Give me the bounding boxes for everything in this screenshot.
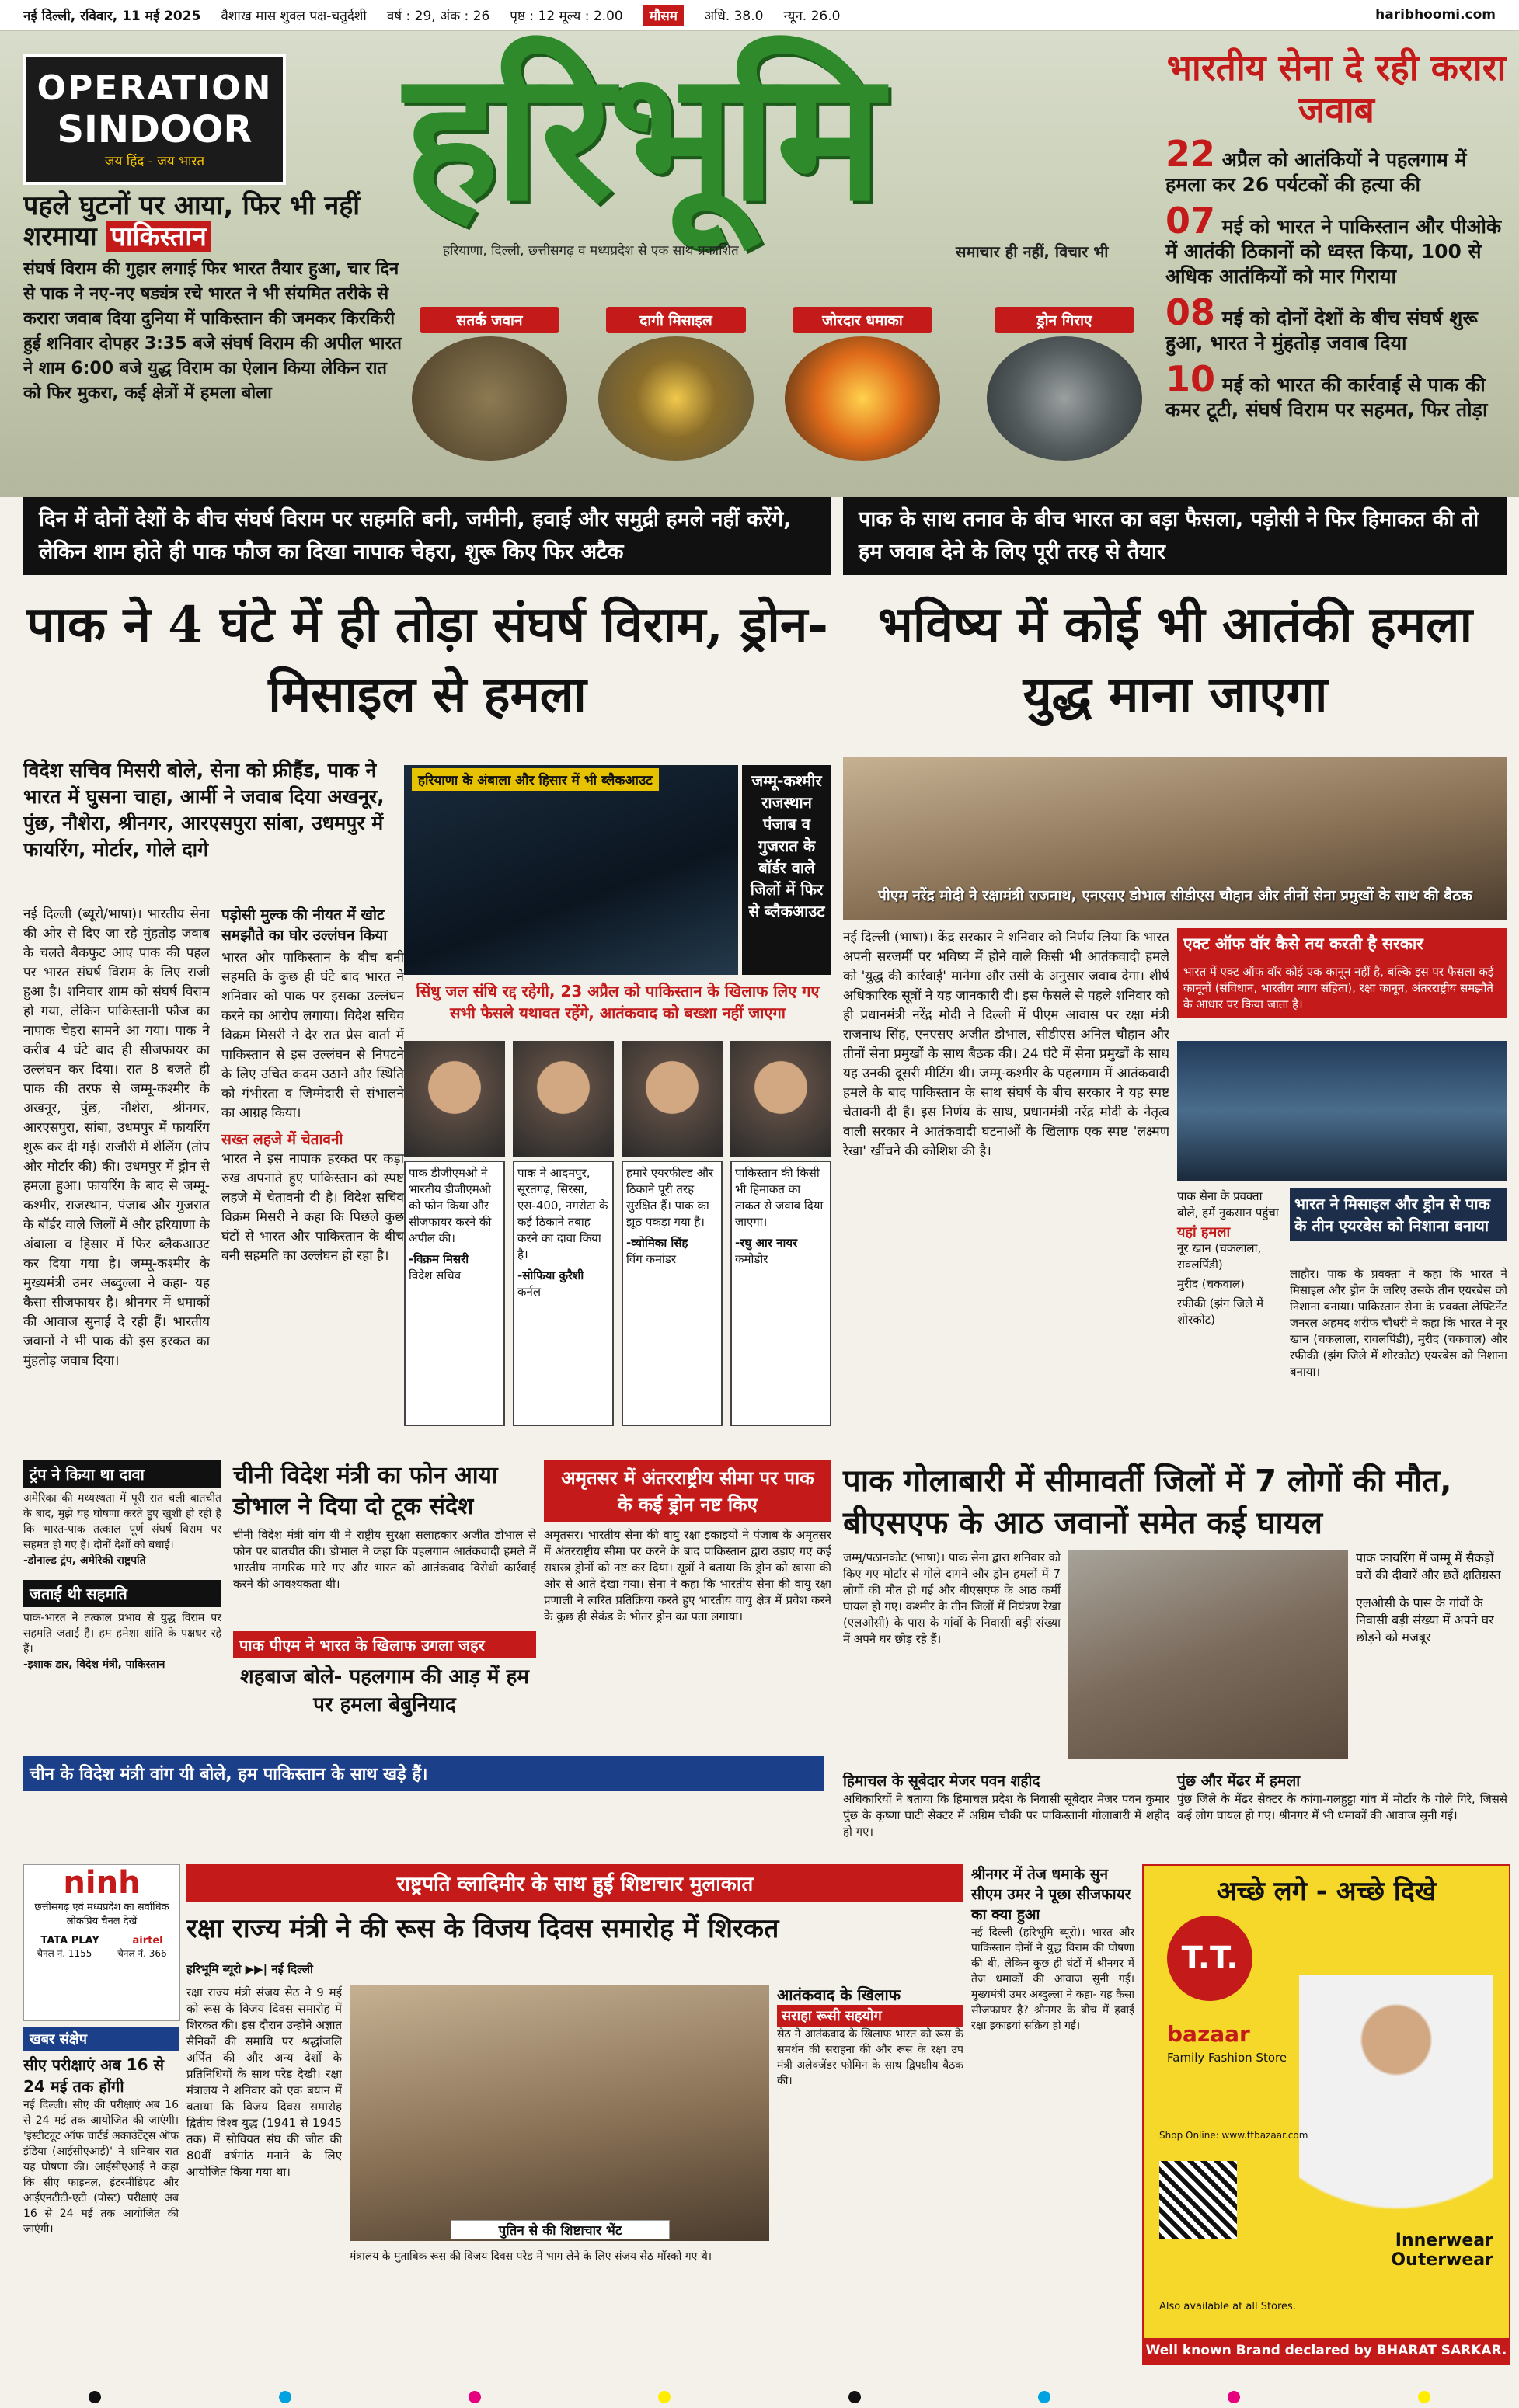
china-body: चीनी विदेश मंत्री वांग यी ने राष्ट्रीय सुरक्षा सलाहकार अजीत डोभाल से फोन पर बातचीत की। डोभाल ने कहा कि पहलगाम आतंकवादी हमले में भारतीय नागरिक मारे गए और भारत को आतंकवाद विरोधी कार्रवाई करने की आवश्यकता थी। [233,1528,536,1591]
china-box [233,1460,536,1628]
ad-shop: Shop Online: www.ttbazaar.com [1159,2130,1308,2141]
airbase-list: पाक सेना के प्रवक्ता बोले, हमें नुकसान पहुंचा यहां हमला नूर खान (चकलाला, रावलपिंडी) मुरीद (चकवाल) रफीकी (झंग जिले में शोरकोट) [1177,1189,1279,1327]
col2-body: भारत और पाकिस्तान के बीच बनी सहमति के कुछ ही घंटे बाद भारत ने शनिवार को पाक पर इसका उल्लंघन करने का आरोप लगाया। विदेश सचिव विक्रम मिसरी ने देर रात प्रेस वार्ता में पाकिस्तान से इस उल्लंघन से निपटने के लिए उचित कदम उठाने और स्थिति को गंभीरता व जिम्मेदारी से संभालने का आग्रह किया। [221,950,404,1121]
photo-missile: दागी मिसाइल [591,307,761,462]
terror-head: आतंकवाद के खिलाफ [777,1985,901,2004]
ad-top: अच्छे लगे - अच्छे दिखे [1216,1876,1437,1907]
masthead-tagline: हरियाणा, दिल्ली, छत्तीसगढ़ व मध्यप्रदेश से एक साथ प्रकाशित [443,243,739,259]
col2 [221,905,404,1441]
official-photo [622,1041,723,1157]
timeline-item: 22 अप्रैल को आतंकियों ने पहलगाम में हमला कर 26 पर्यटकों की हत्या की [1165,133,1467,196]
shahbaz-label: पाक पीएम ने भारत के खिलाफ उगला जहर [233,1631,536,1658]
news-brief [23,2027,179,2346]
photo-soldier: सतर्क जवान [404,307,575,462]
terror-box [777,1985,963,2337]
weather-label: मौसम [643,5,684,26]
place-date: नई दिल्ली, रविवार, 11 मई 2025 [23,8,201,24]
col2-body2: भारत ने इस नापाक हरकत पर कड़ा रुख अपनाते हुए पाकिस्तान को स्पष्ट लहजे में चेतावनी दी है। विदेश सचिव विक्रम मिसरी ने कहा कि पिछले कुछ घंटों से भारत और पाकिस्तान के बीच बनी सहमति का उल्लंघन हो रहा है। [221,1151,404,1264]
army-timeline-title: भारतीय सेना दे रही करारा जवाब [1166,47,1507,130]
brief-body: नई दिल्ली। सीए की परीक्षाएं अब 16 से 24 मई तक आयोजित की जाएंगी। 'इंस्टीट्यूट ऑफ चार्टर्ड अकाउंटेंट्स ऑफ इंडिया (आईसीएआई)' ने शनिवार रात यह घोषणा की। आईसीएआई ने कहा कि सीए फाइनल, इंटरमीडिएट और आईएनटीटी-एटी (पोस्ट) परीक्षाएं अब 16 से 24 मई तक आयोजित की जाएंगी। [23,2099,179,2236]
act-of-war-head: एक्ट ऑफ वॉर कैसे तय करती है सरकार [1177,928,1507,959]
russia-banner: राष्ट्रपति व्लादिमीर के साथ हुई शिष्टाचार मुलाकात [186,1864,963,1902]
headline-right: भविष्य में कोई भी आतंकी हमला युद्ध माना जाएगा [877,596,1473,724]
russia-dateline: हरिभूमि ब्यूरो ▶▶| नई दिल्ली [186,1962,313,1976]
amritsar-head: अमृतसर में अंतरराष्ट्रीय सीमा पर पाक के कई ड्रोन नष्ट किए [544,1460,831,1522]
brief-label: खबर संक्षेप [23,2027,179,2051]
official-card: हमारे एयरफील्ड और ठिकाने पूरी तरह सुरक्षित हैं। पाक का झूठ पकड़ा गया है। -व्योमिका सिंह विंग कमांडर [622,1041,723,1426]
putin-caption: पुतिन से की शिष्टाचार भेंट [451,2220,670,2239]
left-story-text: संघर्ष विराम की गुहार लगाई फिर भारत तैयार हुआ, चार दिन से पाक ने नए-नए षड्यंत्र रचे भारत ने भी संयमित तरीके से करारा जवाब दिया दुनिया में पाकिस्तान की जमकर किरकिरी हुई शनिवार दोपहर 3:35 बजे संघर्ष विराम की अपील भारत ने शाम 6:00 बजे युद्ध विराम का ऐलान किया लेकिन रात को फिर मुकरा, कई क्षेत्रों में हमला बोला [23,259,402,403]
martyr-box [843,1771,1169,1840]
poonch-head: पुंछ और मेंढर में हमला [1177,1773,1301,1790]
sub-headline-left: विदेश सचिव मिसरी बोले, सेना को फ्रीहैंड, पाक ने भारत में घुसना चाहा, आर्मी ने जवाब दिया अखनूर, पुंछ, नौशेरा, श्रीनगर, आरएसपुरा सांबा, उधमपुर में फायरिंग, मोर्टार, गोले दागे [23,759,385,861]
masthead-slogan: समाचार ही नहीं, विचार भी [956,242,1109,261]
srinagar-body: नई दिल्ली (हरिभूमि ब्यूरो)। भारत और पाकिस्तान दोनों ने युद्ध विराम की घोषणा की थी, लेकिन कुछ ही घंटों में श्रीनगर में तेज धमाकों की आवाज सुनी गई। मुख्यमंत्री उमर अब्दुल्ला ने कहा- यह कैसा सीजफायर है? श्रीनगर के बीच में हवाई रक्षा इकाइयां सक्रिय हो गईं। [971,1926,1134,2032]
ad-bottom: Well known Brand declared by BHARAT SARKAR. [1144,2338,1509,2363]
town-captions [1356,1550,1507,1646]
indus-line: सिंधु जल संधि रद्द रहेगी, 23 अप्रैल को पाकिस्तान के खिलाफ लिए गए सभी फैसले यथावत रहेंगे, आतंकवाद को बख्शा नहीं जाएगा [416,982,820,1022]
operation-sindoor-logo [23,54,286,185]
timeline-item: 10 मई को भारत की कार्रवाई से पाक की कमर टूटी, संघर्ष विराम पर सहमत, फिर तोड़ा [1165,358,1488,421]
operation-line3: जय हिंद - जय भारत [104,154,205,169]
trump-body: अमेरिका की मध्यस्थता में पूरी रात चली बातचीत के बाद, मुझे यह घोषणा करते हुए खुशी हो रही है कि भारत-पाक तत्काल पूर्ण संघर्ष विराम पर सहमत हो गए हैं। दोनों देशों को बधाई। [23,1492,221,1551]
russia-body: रक्षा राज्य मंत्री संजय सेठ ने 9 मई को रूस के विजय दिवस समारोह में शिरकत की। इस दौरान उन्होंने अज्ञात सैनिकों की समाधि पर श्रद्धांजलि अर्पित की और अन्य देशों के प्रतिनिधियों के साथ परेड देखी। रक्षा मंत्रालय ने शनिवार को एक बयान में बताया कि विजय दिवस समारोह द्वितीय विश्व युद्ध (1941 से 1945 तक) में सोवियत संघ की जीत की 80वीं वर्षगांठ मनाने के लिए आयोजित किया गया था। [186,1985,342,2179]
official-card: पाक डीजीएमओ ने भारतीय डीजीएमओ को फोन किया और सीजफायर करने की अपील की। -विक्रम मिसरी विदेश सचिव [404,1041,505,1426]
blackout-side: जम्मू-कश्मीर राजस्थान पंजाब व गुजरात के बॉर्डर वाले जिलों में फिर से ब्लैकआउट [742,765,831,975]
tt-bazaar-ad[interactable]: अच्छे लगे - अच्छे दिखे T.T. bazaar Family Fashion Store Shop Online: www.ttbazaar.com Innerwear Outerwear Also available at all Stores. Well known Brand declared by BHARAT SARKAR. [1142,1864,1510,2365]
officials-row [404,1041,831,1441]
town-caption2: एलओसी के पास के गांवों के निवासी बड़ी संख्या में अपने घर छोड़ने को मजबूर [1356,1595,1494,1644]
trump-box [23,1460,221,1672]
airbase-photo [1177,1041,1507,1181]
pages-price: पृष्ठ : 12 मूल्य : 2.00 [510,8,623,24]
timeline-item: 08 मई को दोनों देशों के बीच संघर्ष शुरू हुआ, भारत ने मुंहतोड़ जवाब दिया [1165,291,1478,354]
official-card: पाक ने आदमपुर, सूरतगढ़, सिरसा, एस-400, नगरोटा के कई ठिकाने तबाह करने का दावा किया है। -सोफिया कुरैशी कर्नल [513,1041,614,1426]
ad-sub: Family Fashion Store [1167,2051,1287,2065]
left-story-highlight: पाकिस्तान [106,221,211,252]
russia-head: रक्षा राज्य मंत्री ने की रूस के विजय दिवस समारोह में शिरकत [186,1913,779,1944]
masthead-photos [404,307,1150,462]
photo-blast: जोरदार धमाका [777,307,948,462]
ishaq-name: -इशाक डार, विदेश मंत्री, पाकिस्तान [23,1658,165,1671]
official-photo [730,1041,831,1157]
print-registration-marks [0,2386,1519,2408]
town-caption: पाक फायरिंग में जम्मू में सैकड़ों घरों की दीवारें और छतें क्षतिग्रस्त [1356,1550,1501,1582]
terror-body: सेठ ने आतंकवाद के खिलाफ भारत को रूस के समर्थन की सराहना की और रूस के रक्षा उप मंत्री अलेक्जेंडर फोमिन के साथ द्विपक्षीय बैठक की। [777,2028,963,2087]
shahbaz-box [233,1631,536,1719]
hindi-date: वैशाख मास शुक्ल पक्ष-चतुर्दशी [221,8,367,24]
col2-head: पड़ोसी मुल्क की नीयत में खोट समझौते का घोर उल्लंघन किया [221,906,388,944]
trump-head: ट्रंप ने किया था दावा [23,1460,221,1488]
china-quote: चीन के विदेश मंत्री वांग यी बोले, हम पाकिस्तान के साथ खड़े हैं। [23,1756,824,1791]
ninh-ad[interactable]: ninh छत्तीसगढ़ एवं मध्यप्रदेश का सर्वाधिक लोकप्रिय चैनल देखें TATA PLAY airtel चैनल नं. 1155 चैनल नं. 366 [23,1864,180,2021]
ad-stores: Also available at all Stores. [1159,2301,1296,2312]
border-body: जम्मू/पठानकोट (भाषा)। पाक सेना द्वारा शनिवार को किए गए मोर्टार से गोले दागने और ड्रोन हमलों में 7 लोगों की मौत हो गई और बीएसएफ के आठ कर्मी घायल हो गए। कश्मीर के तीन जिलों में नियंत्रण रेखा (एलओसी) के पास के गांवों के निवासी बड़ी संख्या में अपने घर छोड़ रहे हैं। [843,1550,1061,1646]
border-head: पाक गोलाबारी में सीमावर्ती जिलों में 7 लोगों की मौत, बीएसएफ के आठ जवानों समेत कई घायल [843,1463,1452,1541]
left-story-headline: पहले घुटनों पर आया, फिर भी नहीं शरमाया पाकिस्तान [23,190,361,252]
amritsar-box [544,1460,831,1768]
body-right: नई दिल्ली (भाषा)। केंद्र सरकार ने शनिवार को निर्णय लिया कि भारत अपनी सरजमीं पर भविष्य में होने वाले किसी भी आतंकवादी हमले को 'युद्ध की कार्रवाई' मानेगा और उसी के अनुसार जवाब देगा। शीर्ष अधिकारिक सूत्रों ने यह जानकारी दी। इस फैसले से पहले शनिवार को ही प्रधानमंत्री नरेंद्र मोदी ने दिल्ली में पीएम आवास पर रक्षा मंत्री राजनाथ सिंह, एनएसए अजीत डोभाल, सीडीएस अनिल चौहान और तीनों सेना प्रमुखों के साथ बैठक की। 24 घंटे में सेना प्रमुखों के साथ यह उनकी दूसरी मीटिंग थी। जम्मू-कश्मीर के पहलगाम में आतंकवादी हमले के बाद पाकिस्तान के साथ संघर्ष के बीच सरकार ने यह स्पष्ट चेतावनी दी है। इस निर्णय के साथ, प्रधानमंत्री नरेंद्र मोदी के नेतृत्व वाली सरकार ने आतंकवादी घटनाओं के खिलाफ एक स्पष्ट 'लक्ष्मण रेखा' खींचने की कोशिश की है। [843,930,1169,1159]
putin-photo [350,1985,769,2241]
photo-drone: ड्रोन गिराए [979,307,1150,462]
act-of-war-box [1177,928,1507,1018]
poonch-box [1177,1771,1507,1824]
martyr-body: अधिकारियों ने बताया कि हिमाचल प्रदेश के निवासी सूबेदार मेजर पवन कुमार पुंछ के कृष्णा घाटी सेक्टर में अग्रिम चौकी पर पाकिस्तानी गोलाबारी में शहीद हो गए। [843,1792,1169,1839]
operation-line1: OPERATION [37,68,273,108]
act-of-war-body: भारत में एक्ट ऑफ वॉर कोई एक कानून नहीं है, बल्कि इस पर फैसला कई कानूनों (संविधान, भारतीय न्याय संहिता), रक्षा कानून, अंतरराष्ट्रीय समझौते के आधार पर किया जाता है। [1177,959,1507,1018]
strip-left: दिन में दोनों देशों के बीच संघर्ष विराम पर सहमति बनी, जमीनी, हवाई और समुद्री हमले नहीं करेंगे, लेकिन शाम होते ही पाक फौज का दिखा नापाक चेहरा, शुरू किए फिर अटैक [23,497,831,575]
martyr-head: हिमाचल के सूबेदार मेजर पवन शहीद [843,1773,1040,1790]
ad-brand: bazaar [1167,2021,1250,2047]
army-timeline [1165,47,1507,423]
volume: वर्ष : 29, अंक : 26 [386,8,490,24]
china-head: चीनी विदेश मंत्री का फोन आया डोभाल ने दिया दो टूक संदेश [233,1462,498,1520]
putin-body: मंत्रालय के मुताबिक रूस की विजय दिवस परेड में भाग लेने के लिए संजय सेठ मॉस्को गए थे। [350,2250,712,2263]
ishaq-head: जताई थी सहमति [23,1580,221,1607]
body-left: नई दिल्ली (ब्यूरो/भाषा)। भारतीय सेना की ओर से दिए जा रहे मुंहतोड़ जवाब के चलते बैकफुट आए पाक की पहल पर भारत संघर्ष विराम के लिए राजी हुआ है। शनिवार शाम को संघर्ष विराम हो गया, लेकिन पाकिस्तानी फौज का नापाक चेहरा सामने आ गया। पाक ने करीब 4 घंटे बाद ही सीजफायर का उल्लंघन कर दिया। रात 8 बजते ही पाक की तरफ से जम्मू-कश्मीर के अखनूर, पुंछ, नौशेरा, श्रीनगर, आरएसपुरा, सांबा, उधमपुर में फायरिंग शुरू कर दी गई। राजौरी में शेलिंग (तोप और मोर्टार की) की। उधमपुर में ड्रोन से हमला हुआ। फायरिंग के बाद से जम्मू-कश्मीर, राजस्थान, पंजाब और गुजरात के बॉर्डर वाले जिलों में और हरियाणा के अंबाला व हिसार में फिर ब्लैकआउट कर दिया गया है। जम्मू-कश्मीर के मुख्यमंत्री उमर अब्दुल्ला ने कहा- यह कैसा सीजफायर है। श्रीनगर में धमाकों की आवाज सुनाई दे रही हैं। भारतीय जवानों ने भी पाक की इस हरकत का मुंहतोड़ जवाब दिया। [23,906,210,1369]
srinagar-head: श्रीनगर में तेज धमाके सुन सीएम उमर ने पूछा सीजफायर का क्या हुआ [971,1866,1131,1923]
strip-right: पाक के साथ तनाव के बीच भारत का बड़ा फैसला, पड़ोसी ने फिर हिमाकत की तो हम जवाब देने के लिए पूरी तरह से तैयार [843,497,1507,575]
min-temp: न्यून. 26.0 [783,8,841,24]
headline-left: पाक ने 4 घंटे में ही तोड़ा संघर्ष विराम, ड्रोन-मिसाइल से हमला [26,596,828,724]
blackout-banner: हरियाणा के अंबाला और हिसार में भी ब्लैकआउट [412,768,659,791]
operation-line2: SINDOOR [57,108,253,151]
official-photo [513,1041,614,1157]
left-story [23,190,404,406]
official-photo [404,1041,505,1157]
top-info-bar [0,0,1519,31]
shahbaz-title: शहबाज बोले- पहलगाम की आड़ में हम पर हमला बेबुनियाद [240,1665,529,1717]
site-link[interactable]: haribhoomi.com [1375,7,1496,23]
qr-code-icon [1159,2161,1237,2239]
timeline-item: 07 मई को भारत ने पाकिस्तान और पीओके में आतंकी ठिकानों को ध्वस्त किया, 100 से अधिक आतंकियों को मार गिराया [1165,200,1502,287]
ishaq-body: पाक-भारत ने तत्काल प्रभाव से युद्ध विराम पर सहमति जताई है। हम हमेशा शांति के पक्षधर रहे हैं। [23,1612,221,1655]
blackout-photo [404,765,738,975]
amritsar-body: अमृतसर। भारतीय सेना की वायु रक्षा इकाइयों ने पंजाब के अमृतसर में अंतरराष्ट्रीय सीमा पर करने के बाद पाकिस्तान द्वारा उड़ाए गए कई सशस्त्र ड्रोनों को नष्ट कर दिया। सूत्रों ने बताया कि ड्रोन को खासा की ओर से आते देखा गया। सेना ने कहा कि भारतीय सेना की वायु रक्षा प्रणाली ने त्वरित प्रतिक्रिया करते हुए भारतीय वायु क्षेत्र में प्रवेश करने के कुछ ही सेकंड के भीतर ड्रोन का पता लगाया। [544,1528,831,1623]
airbase-caption: भारत ने मिसाइल और ड्रोन से पाक के तीन एयरबेस को निशाना बनाया [1290,1188,1507,1241]
official-card: पाकिस्तान की किसी भी हिमाकत का ताकत से जवाब दिया जाएगा। -रघु आर नायर कमोडोर [730,1041,831,1426]
pm-meeting-caption: पीएम नरेंद्र मोदी ने रक्षामंत्री राजनाथ, एनएसए डोभाल सीडीएस चौहान और तीनों सेना प्रमुखों के साथ की बैठक [878,887,1472,904]
ad-logo: T.T. [1167,1916,1252,2001]
airbase-body: लाहौर। पाक के प्रवक्ता ने कहा कि भारत ने मिसाइल और ड्रोन के जरिए उसके तीन एयरबेस को निशाना बनाया। पाकिस्तान सेना के प्रवक्ता लेफ्टिनेंट जनरल अहमद शरीफ चौधरी ने कहा कि भारत ने नूर खान (चकलाला, रावलपिंडी), मुरीद (चकवाल) और रफीकी (झंग जिले में शोरकोट) एयरबेस को निशाना बनाया। [1290,1267,1507,1379]
newspaper-logo: हरिभूमि [404,31,879,241]
max-temp: अधि. 38.0 [703,8,764,24]
trump-name: -डोनाल्ड ट्रंप, अमेरिकी राष्ट्रपति [23,1554,146,1567]
brief-head: सीए परीक्षाएं अब 16 से 24 मई तक होंगी [23,2055,164,2096]
srinagar-box [971,1864,1134,2344]
poonch-body: पुंछ जिले के मेंढर सेक्टर के कांगा-गलहुट्टा गांव में मोर्टार के गोले गिरे, जिससे कई लोग घायल हो गए। श्रीनगर में भी धमाकों की आवाज सुनी गई। [1177,1792,1507,1822]
terror-head2: सराहा रूसी सहयोग [777,2005,963,2027]
town-photo [1068,1550,1348,1759]
col2-head2: सख्त लहजे में चेतावनी [221,1131,343,1148]
